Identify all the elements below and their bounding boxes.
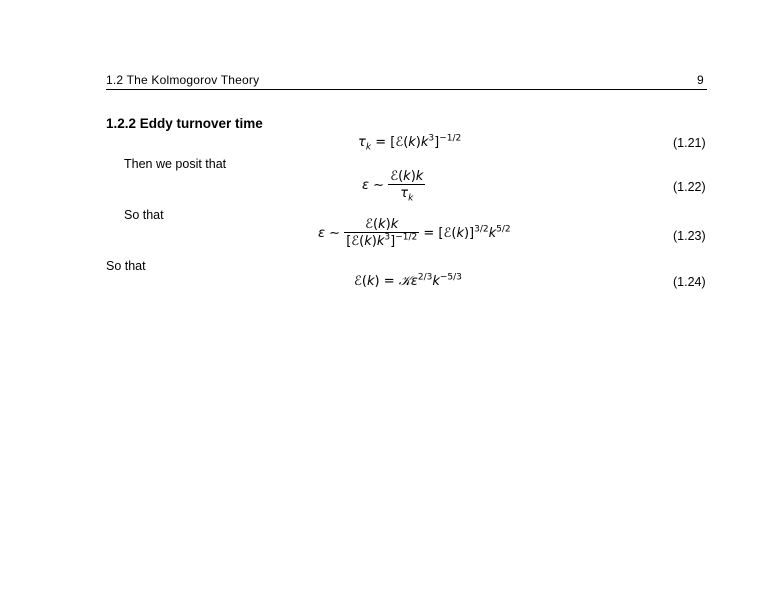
paragraph-text: Then we posit that (124, 157, 227, 171)
paragraph-text: So that (106, 259, 146, 273)
page-number: 9 (697, 73, 704, 87)
equation-number-1-23: (1.23) (673, 229, 706, 243)
equation-1-22: ε ∼ $\frac{\text{ℰ(k)k}}{\tau_k}$ (362, 169, 424, 204)
equation-1-21: $\tau_k$ = $[ℰ(k)k^3]^{-1/2}$ (358, 133, 462, 153)
section-heading: 1.2.2 Eddy turnover time (106, 116, 263, 131)
running-title: 1.2 The Kolmogorov Theory (106, 73, 260, 87)
fraction: $\frac{\text{ℰ(k)k}}{[ℰ(k)k^3]^{-1/2}}$ (346, 217, 418, 249)
paragraph-text: So that (124, 208, 164, 222)
equation-number-1-22: (1.22) (673, 180, 706, 194)
equation-1-23: ε ∼ $\frac{\text{ℰ(k)k}}{[ℰ(k)k^3]^{-1/2}}$ = $[ℰ(k)]^{3/2}k^{5/2}$ (318, 217, 511, 249)
fraction: $\frac{\text{ℰ(k)k}}{\tau_k}$ (390, 169, 424, 204)
equation-number-1-21: (1.21) (673, 136, 706, 150)
header-rule (106, 89, 707, 90)
equation-number-1-24: (1.24) (673, 275, 706, 289)
equation-1-24: ℰ(k) = $𝒦\varepsilon^{2/3}k^{-5/3}$ (354, 272, 462, 289)
